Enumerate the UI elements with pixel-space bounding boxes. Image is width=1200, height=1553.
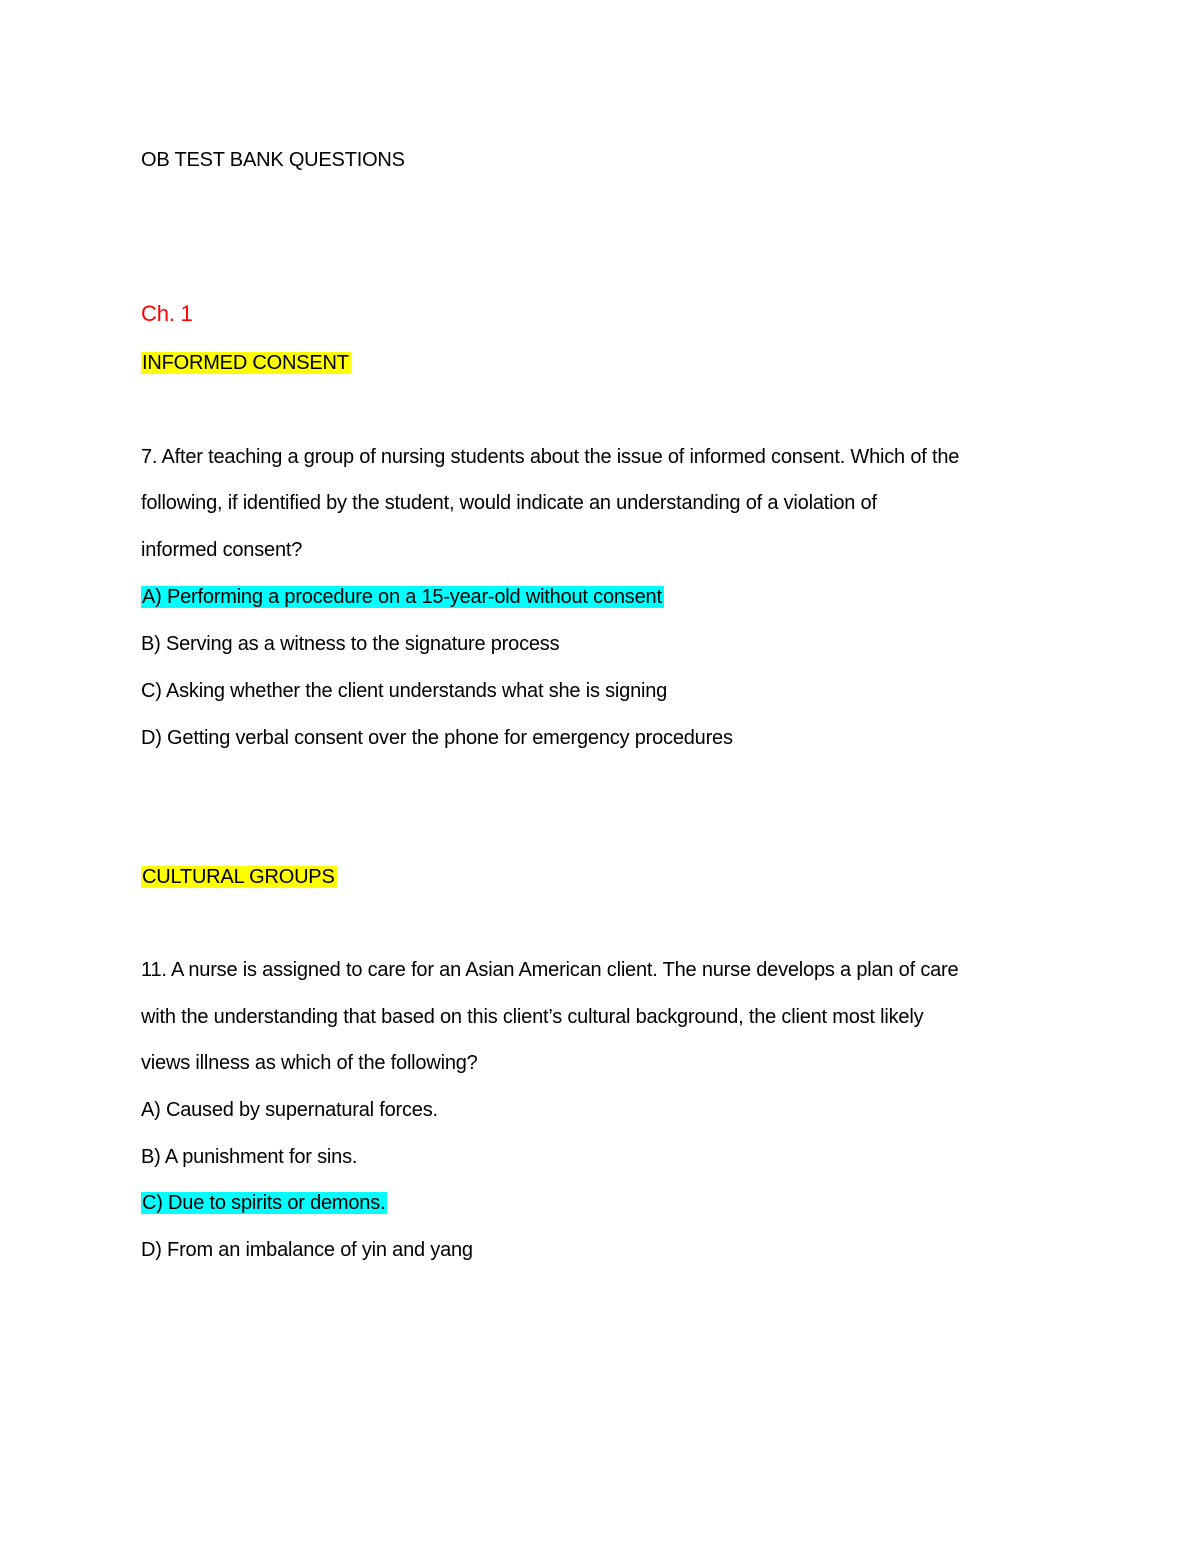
answer-option: A) Caused by supernatural forces. [141, 1099, 438, 1121]
answer-option: D) From an imbalance of yin and yang [141, 1239, 473, 1261]
question-text-line: informed consent? [141, 539, 303, 561]
answer-option-text: A) Performing a procedure on a 15-year-old without consent [142, 586, 662, 608]
answer-option: D) Getting verbal consent over the phone for emergency procedures [141, 727, 733, 749]
section-heading-informed-consent [141, 350, 351, 376]
answer-option-correct [141, 1190, 387, 1216]
chapter-label: Ch. 1 [141, 301, 193, 326]
question-text-line: with the understanding that based on this client’s cultural background, the client most likely [141, 1006, 924, 1028]
section-heading-cultural-groups [141, 864, 337, 890]
answer-option-correct [141, 584, 664, 610]
answer-option: B) Serving as a witness to the signature process [141, 633, 560, 655]
question-text-line: 11. A nurse is assigned to care for an Asian American client. The nurse develops a plan of care [141, 959, 959, 981]
section-heading-text: CULTURAL GROUPS [142, 866, 335, 888]
question-text-line: 7. After teaching a group of nursing students about the issue of informed consent. Which of the [141, 446, 960, 468]
question-text-line: views illness as which of the following? [141, 1052, 478, 1074]
document-title: OB TEST BANK QUESTIONS [141, 149, 405, 171]
answer-option: B) A punishment for sins. [141, 1146, 358, 1168]
question-text-line: following, if identified by the student, would indicate an understanding of a violation of [141, 492, 877, 514]
answer-option: C) Asking whether the client understands what she is signing [141, 680, 668, 702]
answer-option-text: C) Due to spirits or demons. [142, 1192, 386, 1214]
section-heading-text: INFORMED CONSENT [142, 352, 349, 374]
